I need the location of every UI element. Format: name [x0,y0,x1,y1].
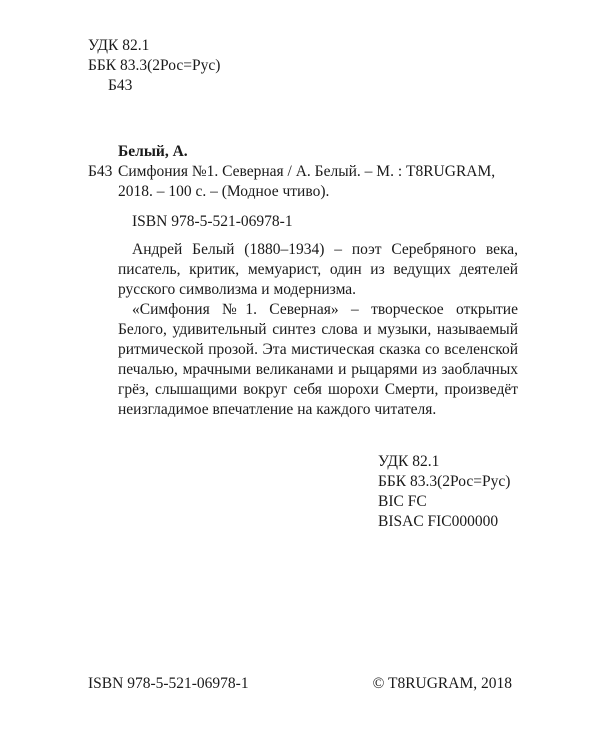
annotation-paragraph-book: «Симфония №1. Северная» – творческое открытие Белого, удивительный синтез слова и музыки, называемый ритмической прозой. Эта мистическая сказка со вселенской печалью, мрачными великанами и рыцарями из заоблачных грёз, слышащими вокруг себя шорохи Смерти, произведёт неизгладимое впечатление на каждого читателя. [118,301,518,418]
udk-code: УДК 82.1 [88,37,150,54]
bottom-classification [378,452,510,532]
footer-copyright: © T8RUGRAM, 2018 [372,675,512,692]
bisac-code: BISAC FIC000000 [378,513,499,530]
catalog-cutter: Б43 [88,163,113,180]
bic-code: BIC FC [378,493,427,510]
top-classification [88,36,220,96]
annotation-paragraph-author: Андрей Белый (1880–1934) – поэт Серебряного века, писатель, критик, мемуарист, один из ведущих деятелей русского символизма и модернизма. [118,241,518,298]
footer-isbn: ISBN 978-5-521-06978-1 [88,675,249,692]
annotation [118,240,518,420]
bbk-code: ББК 83.3(2Рос=Рус) [378,473,511,490]
cutter-code: Б43 [108,77,133,94]
udk-code: УДК 82.1 [378,453,440,470]
bibliographic-record [118,162,518,202]
bibliographic-record-line: Симфония №1. Северная / А. Белый. – М. : T8RUGRAM, [118,163,496,180]
catalog-author: Белый, А. [118,143,188,160]
bibliographic-record-line: 2018. – 100 с. – (Модное чтиво). [118,183,330,200]
bbk-code: ББК 83.3(2Рос=Рус) [88,57,221,74]
catalog-isbn: ISBN 978-5-521-06978-1 [132,213,293,230]
